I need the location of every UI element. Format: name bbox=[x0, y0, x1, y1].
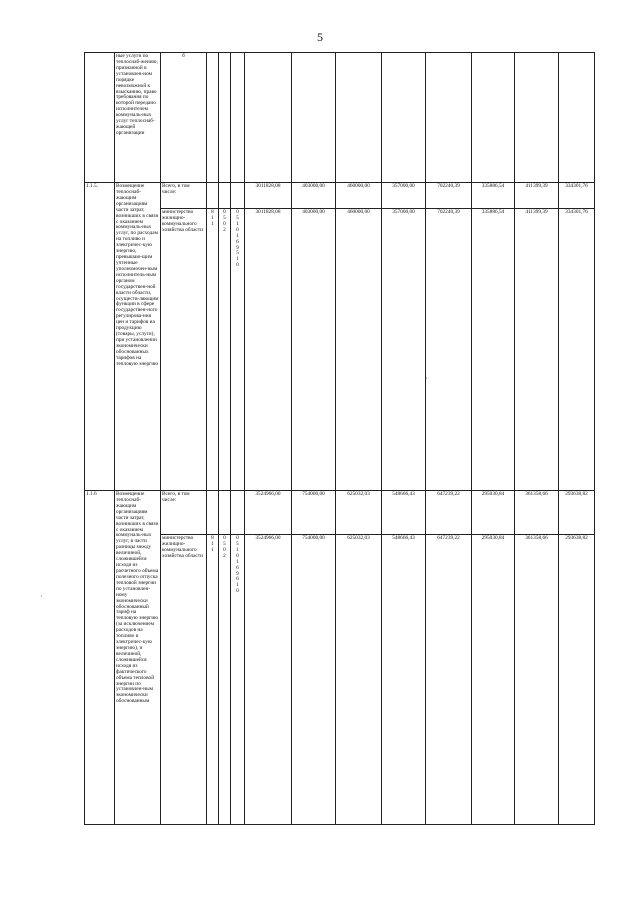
code-cell bbox=[207, 491, 219, 535]
code-cell bbox=[231, 535, 245, 825]
code-cell bbox=[231, 491, 245, 535]
row-index bbox=[85, 53, 115, 183]
budget-table bbox=[84, 52, 595, 825]
value-cell bbox=[515, 53, 559, 183]
value-cell: 334301,76 bbox=[559, 209, 595, 491]
value-cell: 411399,39 bbox=[515, 183, 559, 209]
agency-name: министерство жилищно-коммунального хозяйства области bbox=[161, 209, 207, 491]
table-row-continuation bbox=[85, 53, 595, 183]
code-cell bbox=[207, 53, 219, 183]
page-number: 5 bbox=[317, 30, 323, 44]
value-cell: 295030,84 bbox=[472, 491, 515, 535]
value-cell: 460000,00 bbox=[336, 183, 382, 209]
value-cell: 295030,84 bbox=[472, 535, 515, 825]
code-cell bbox=[231, 53, 245, 183]
code-cell bbox=[219, 183, 231, 209]
value-cell: 625032,03 bbox=[336, 535, 382, 825]
value-cell: 357000,00 bbox=[382, 183, 426, 209]
value-cell: 754000,00 bbox=[292, 535, 336, 825]
scan-mark: · bbox=[425, 374, 428, 383]
code-cell bbox=[219, 209, 231, 491]
value-cell: 335886,54 bbox=[472, 209, 515, 491]
value-cell: 702240,39 bbox=[426, 183, 472, 209]
row-description: Возмещение теплоснаб-жающим организациям части затрат, возникших в связи с оказанием коммуналь-ных услуг, по расходам на топливо и электричес-кую энергию, превышаю-щим учтенные уполномочен-ным исполнитель-ным органом государствен-ной власти области, осуществ-ляющим функции в сфере государствен-ного регулирова-ния цен и тарифов на продукцию (товары, услуги), при установлении экономически обоснованных тарифов на тепловую энергию bbox=[115, 183, 161, 491]
value-cell: 647239,22 bbox=[426, 491, 472, 535]
value-cell bbox=[472, 53, 515, 183]
value-cell: 403000,00 bbox=[292, 209, 336, 491]
value-cell: 293638,82 bbox=[559, 491, 595, 535]
value-cell: 460000,00 bbox=[336, 209, 382, 491]
budget-code: 0 5 0 2 bbox=[223, 209, 226, 233]
code-cell bbox=[231, 209, 245, 491]
value-cell: 361358,66 bbox=[515, 535, 559, 825]
value-cell: 647239,22 bbox=[426, 535, 472, 825]
value-cell bbox=[292, 53, 336, 183]
value-cell: 625032,03 bbox=[336, 491, 382, 535]
table-row-116-agency bbox=[85, 535, 595, 825]
value-cell: 702240,39 bbox=[426, 209, 472, 491]
budget-code: 8 1 1 bbox=[211, 209, 214, 227]
budget-code: 0 5 0 2 bbox=[223, 535, 226, 559]
row-index: 1.1.6 bbox=[85, 491, 115, 825]
value-cell: 548666,43 bbox=[382, 491, 426, 535]
value-cell bbox=[559, 53, 595, 183]
table-row-116-total bbox=[85, 491, 595, 535]
value-cell: 3011828,08 bbox=[245, 183, 292, 209]
table-row-115-agency bbox=[85, 209, 595, 491]
budget-code: 0 5 1 0 1 6 9 6 1 0 bbox=[236, 535, 239, 595]
row-description: ные услуги по теплоснаб-жению, признанной в установлен-ном порядке невозможной к взысканию, право требования по которой передано исполнителем коммуналь-ных услуг теплоснаб-жающей организации bbox=[115, 53, 161, 183]
value-cell: 3524966,00 bbox=[245, 535, 292, 825]
budget-code: 0 5 1 0 1 6 9 5 1 0 bbox=[236, 209, 239, 269]
value-cell: 357000,00 bbox=[382, 209, 426, 491]
code-cell bbox=[219, 491, 231, 535]
value-cell bbox=[426, 53, 472, 183]
value-cell bbox=[382, 53, 426, 183]
value-cell: 411399,39 bbox=[515, 209, 559, 491]
value-cell: 3011828,08 bbox=[245, 209, 292, 491]
value-cell: 3524966,00 bbox=[245, 491, 292, 535]
table-row-115-total bbox=[85, 183, 595, 209]
row-index: 1.1.5. bbox=[85, 183, 115, 491]
code-cell bbox=[207, 535, 219, 825]
value-cell bbox=[245, 53, 292, 183]
code-cell bbox=[219, 535, 231, 825]
row-marker: б bbox=[161, 53, 207, 183]
code-cell bbox=[207, 209, 219, 491]
code-cell bbox=[207, 183, 219, 209]
code-cell bbox=[231, 183, 245, 209]
value-cell: 403000,00 bbox=[292, 183, 336, 209]
value-cell: 293638,82 bbox=[559, 535, 595, 825]
row-description: Возмещение теплоснаб-жающим организациям части затрат, возникших в связи с оказанием коммуналь-ных услуг, в части разницы между величиной, сложившейся исходя из расчетного объема полезного отпуска тепловой энергии по установлен-ному экономически обоснованный тариф на тепловую энергию (за исключением расходов на топливо и электричес-кую энергию), и величиной, сложившейся исходя из фактического объема тепловой энергии по установлен-ным экономически обоснованным bbox=[115, 491, 161, 825]
value-cell: 361358,66 bbox=[515, 491, 559, 535]
agency-name: министерство жилищно-коммунального хозяйства области bbox=[161, 535, 207, 825]
value-cell bbox=[336, 53, 382, 183]
total-label: Всего, в том числе: bbox=[161, 183, 207, 209]
value-cell: 548666,43 bbox=[382, 535, 426, 825]
budget-code: 8 1 1 bbox=[211, 535, 214, 553]
value-cell: 335886,54 bbox=[472, 183, 515, 209]
total-label: Всего, в том числе: bbox=[161, 491, 207, 535]
value-cell: 754000,00 bbox=[292, 491, 336, 535]
code-cell bbox=[219, 53, 231, 183]
scan-mark: · bbox=[40, 592, 43, 601]
value-cell: 334301,76 bbox=[559, 183, 595, 209]
